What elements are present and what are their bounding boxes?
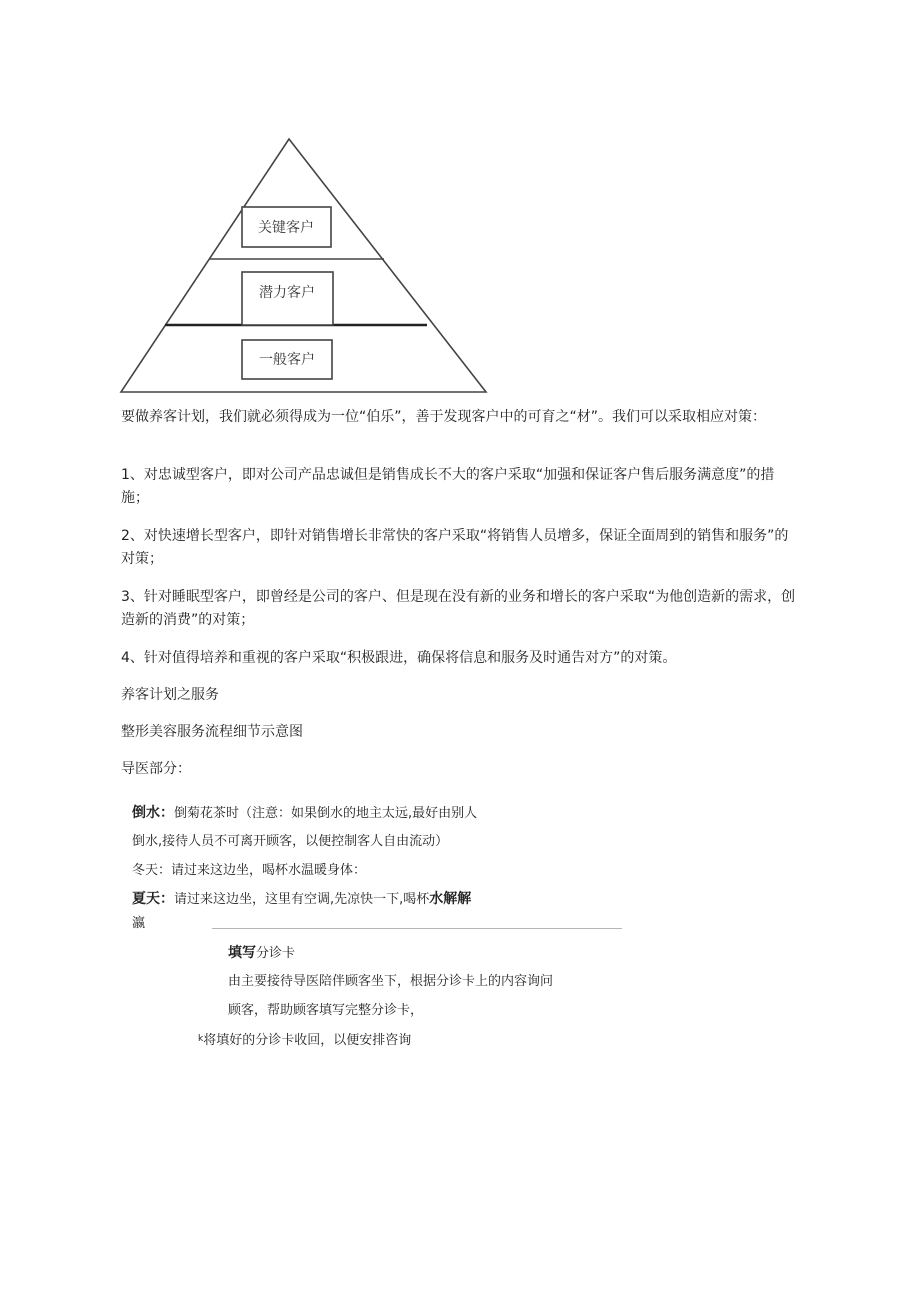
fill-card-step-3-text: 将填好的分诊卡收回，以便安排咨询 bbox=[203, 1033, 412, 1048]
strategy-item-4: 4、针对值得培养和重视的客户采取“积极跟进，确保将信息和服务及时通告对方”的对策。 bbox=[121, 650, 677, 666]
fill-card-step-1: 由主要接待导医陪伴顾客坐下，根据分诊卡上的内容询问 bbox=[228, 974, 554, 989]
fill-card-step-2: 顾客，帮助顾客填写完整分诊卡， bbox=[228, 1003, 424, 1018]
strategy-item-2: 2、对快速增长型客户，即针对销售增长非常快的客户采取“将销售人员增多，保证全面周到的销售和服务”的对策； bbox=[121, 528, 789, 567]
fill-card-label: 填写 bbox=[228, 945, 256, 961]
pyramid-label-potential: 潜力客户 bbox=[259, 285, 315, 301]
summer-wrap-line: 瀛 bbox=[132, 916, 146, 931]
summer-text: 请过来这边坐，这里有空调,先凉快一下,喝杯 bbox=[174, 892, 430, 907]
heading-service: 养客计划之服务 bbox=[121, 687, 219, 703]
pyramid-label-general: 一般客户 bbox=[259, 352, 315, 368]
heading-guide-section: 导医部分： bbox=[121, 761, 191, 777]
winter-line: 冬天：请过来这边坐，喝杯水温暖身体： bbox=[132, 863, 367, 878]
strategy-item-1: 1、对忠诚型客户，即对公司产品忠诚但是销售成长不大的客户采取“加强和保证客户售后服务满意度”的措施； bbox=[121, 467, 775, 506]
strategy-item-3: 3、针对睡眠型客户，即曾经是公司的客户、但是现在没有新的业务和增长的客户采取“为他创造新的需求，创造新的消费”的对策； bbox=[121, 589, 796, 628]
summer-label: 夏天： bbox=[132, 891, 174, 907]
fill-card-title bbox=[228, 943, 295, 964]
section-divider bbox=[212, 928, 622, 929]
heading-flow-diagram: 整形美容服务流程细节示意图 bbox=[121, 724, 303, 740]
summer-bold-text: 水解解 bbox=[429, 891, 472, 907]
summer-line bbox=[132, 889, 471, 910]
intro-paragraph: 要做养客计划，我们就必须得成为一位“伯乐”，善于发现客户中的可育之“材”。我们可以采取相应对策： bbox=[121, 409, 767, 425]
pour-water-line-2: 倒水,接待人员不可离开顾客，以便控制客人自由流动） bbox=[132, 834, 449, 849]
fill-card-mark: k bbox=[198, 1034, 204, 1044]
pyramid-label-key: 关键客户 bbox=[258, 220, 314, 236]
fill-card-name: 分诊卡 bbox=[256, 946, 296, 961]
customer-pyramid-diagram bbox=[118, 136, 490, 396]
fill-card-step-3 bbox=[198, 1029, 411, 1051]
pour-water-text: 倒菊花茶时（注意：如果倒水的地主太远,最好由别人 bbox=[174, 806, 478, 821]
pour-water-label: 倒水： bbox=[132, 805, 174, 821]
pour-water-line bbox=[132, 803, 477, 824]
